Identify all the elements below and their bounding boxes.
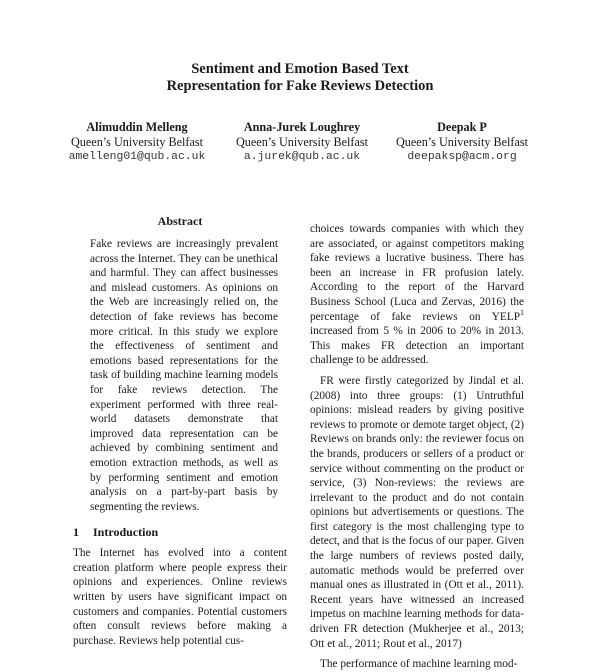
title-line-2: Representation for Fake Reviews Detection: [166, 78, 434, 94]
author-name: Deepak P: [437, 120, 487, 134]
author-email: deepaksp@acm.org: [407, 151, 517, 163]
intro-paragraph-1-continued: [310, 222, 524, 368]
author-affiliation: Queen’s University Belfast: [235, 135, 368, 149]
right-column: [310, 222, 524, 672]
intro-text: increased from 5 % in 2006 to 20% in 2013. This makes FR detection an important challenge to be addressed.: [310, 325, 524, 367]
intro-paragraph-2: FR were firstly categorized by Jindal et al. (2008) into three groups: (1) Untruthful opinions: mislead readers by giving positive reviews to promote or demote target object, (2) Reviews on brands only: the reviewer focus on the brands, producers or sellers of a product or service without commenting on the product or service, (3) Non-reviews: the reviews are irrelevant to the product and do not contain opinions but advertisements or questions. The first category is the most challenging type to detect, and that is the focus of our paper. Given the large numbers of reviews posted daily, automatic methods would be preferred over manual ones as illustrated in (Ott et al., 2011). Recent years have witnessed an increased impetus on machine learning methods for data-driven FR detection (Mukherjee et al., 2013; Ott et al., 2011; Rout et al., 2017): [310, 374, 524, 650]
left-column: [73, 213, 287, 648]
paper-title: [0, 61, 600, 95]
footnote-marker: 1: [520, 307, 524, 317]
abstract-text: Fake reviews are increasingly prevalent across the Internet. They can be unethical and harmful. They can affect businesses and mislead customers. As opinions on the Web are increasingly relied on, the detection of fake reviews has become more critical. In this study we explore the effectiveness of sentiment and emotions based representations for the task of building machine learning models for fake reviews detection. The experiment performed with three real-world datasets demonstrate that improved data representation can be achieved by combining sentiment and emotion extraction methods, as well as by performing sentiment and emotion analysis on a part-by-part basis by segmenting the reviews.: [90, 238, 278, 513]
abstract-heading: Abstract: [157, 214, 203, 228]
author-name: Alimuddin Melleng: [86, 120, 188, 134]
author-affiliation: Queen’s University Belfast: [70, 135, 203, 149]
author-affiliation: Queen’s University Belfast: [395, 135, 528, 149]
author-3: [382, 120, 542, 165]
author-email: a.jurek@qub.ac.uk: [243, 151, 361, 163]
author-2: [222, 120, 382, 165]
author-name: Anna-Jurek Loughrey: [243, 120, 361, 134]
intro-text: choices towards companies with which they are associated, or against competitors making fake reviews a lucrative business. There has been an increase in FR profusion lately. According to the report of the Harvard Business School (Luca and Zervas, 2016) the percentage of fake reviews on YELP: [310, 223, 524, 323]
author-1: [57, 120, 217, 165]
title-line-1: Sentiment and Emotion Based Text: [191, 61, 409, 77]
section-title: Introduction: [93, 525, 159, 540]
section-heading-introduction: [73, 524, 287, 540]
author-email: amelleng01@qub.ac.uk: [68, 151, 206, 163]
intro-paragraph-3: The performance of machine learning mod-: [320, 658, 518, 671]
intro-paragraph-1: The Internet has evolved into a content creation platform where people express their opinions and experiences. Online reviews written by users have significant impact on customers and companies. Potential customers often consult reviews before making a purchase. Reviews help potential cus-: [73, 547, 287, 647]
section-number: 1: [73, 525, 79, 540]
